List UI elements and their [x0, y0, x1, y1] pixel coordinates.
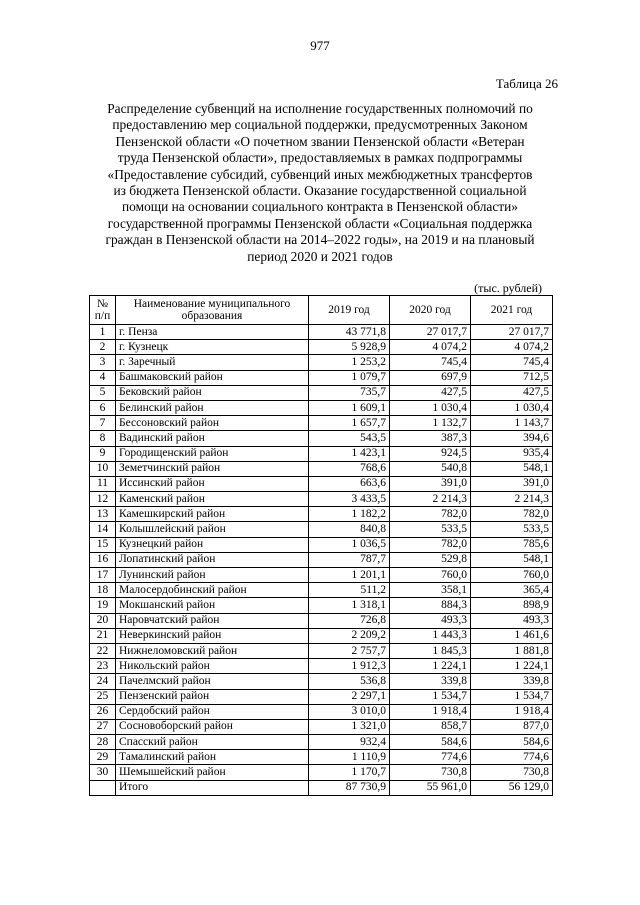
table-row: [90, 400, 553, 415]
row-number: [90, 780, 116, 795]
municipality-name: Итого: [116, 780, 309, 795]
row-number: 15: [90, 537, 116, 552]
value-2019: 1 201,1: [309, 568, 390, 583]
table-row: [90, 750, 553, 765]
value-2021: 745,4: [471, 355, 553, 370]
value-2020: 1 132,7: [390, 416, 471, 431]
title-line: из бюджета Пензенской области. Оказание государственной социальной: [113, 183, 527, 199]
value-2019: 2 209,2: [309, 628, 390, 643]
table-row: [90, 385, 553, 400]
row-number: 27: [90, 719, 116, 734]
value-2021: 1 461,6: [471, 628, 553, 643]
value-2019: 1 253,2: [309, 355, 390, 370]
table-row: [90, 325, 553, 340]
table-row: [90, 370, 553, 385]
table-row: [90, 431, 553, 446]
units-note: (тыс. рублей): [474, 281, 542, 295]
value-2019: 87 730,9: [309, 780, 390, 795]
value-2021: 2 214,3: [471, 492, 553, 507]
municipality-name: Лунинский район: [116, 568, 309, 583]
table-row: [90, 446, 553, 461]
value-2020: 760,0: [390, 568, 471, 583]
value-2019: 1 110,9: [309, 750, 390, 765]
table-row: [90, 507, 553, 522]
municipality-name: Каменский район: [116, 492, 309, 507]
value-2019: 2 757,7: [309, 643, 390, 658]
value-2019: 932,4: [309, 735, 390, 750]
value-2019: 1 318,1: [309, 598, 390, 613]
table-row: [90, 537, 553, 552]
value-2021: 394,6: [471, 431, 553, 446]
row-number: 4: [90, 370, 116, 385]
table-row: [90, 476, 553, 491]
value-2021: 548,1: [471, 461, 553, 476]
title-line: труда Пензенской области», предоставляемых в рамках подпрограммы: [117, 150, 523, 166]
row-number: 1: [90, 325, 116, 340]
value-2019: 726,8: [309, 613, 390, 628]
value-2020: 533,5: [390, 522, 471, 537]
table-body: [90, 325, 553, 796]
row-number: 24: [90, 674, 116, 689]
value-2021: 548,1: [471, 552, 553, 567]
title-line: период 2020 и 2021 годов: [247, 248, 393, 264]
municipality-name: Иссинский район: [116, 476, 309, 491]
header-2020: 2020 год: [390, 296, 471, 325]
value-2019: 1 321,0: [309, 719, 390, 734]
value-2020: 730,8: [390, 765, 471, 780]
value-2021: 584,6: [471, 735, 553, 750]
value-2021: 712,5: [471, 370, 553, 385]
value-2020: 540,8: [390, 461, 471, 476]
title-line: предоставлению мер социальной поддержки, предусмотренных Законом: [112, 117, 528, 133]
header-number-line2: п/п: [94, 310, 111, 322]
value-2020: 2 214,3: [390, 492, 471, 507]
header-municipality-line2: образования: [181, 310, 243, 322]
value-2019: 43 771,8: [309, 325, 390, 340]
value-2019: 1 423,1: [309, 446, 390, 461]
value-2020: 358,1: [390, 583, 471, 598]
value-2019: 1 609,1: [309, 400, 390, 415]
row-number: 17: [90, 568, 116, 583]
municipality-name: Неверкинский район: [116, 628, 309, 643]
value-2021: 365,4: [471, 583, 553, 598]
value-2021: 935,4: [471, 446, 553, 461]
header-2019: 2019 год: [309, 296, 390, 325]
table-label: Таблица 26: [495, 76, 558, 91]
table-header-row: [90, 296, 553, 325]
value-2021: 1 030,4: [471, 400, 553, 415]
municipality-name: Никольский район: [116, 659, 309, 674]
value-2020: 1 030,4: [390, 400, 471, 415]
title-line: помощи на основании социального контракта в Пензенской области»: [122, 199, 518, 215]
row-number: 9: [90, 446, 116, 461]
table-row: [90, 719, 553, 734]
value-2019: 787,7: [309, 552, 390, 567]
municipality-name: г. Пенза: [116, 325, 309, 340]
value-2019: 735,7: [309, 385, 390, 400]
value-2020: 584,6: [390, 735, 471, 750]
table-row: [90, 735, 553, 750]
municipality-name: Пачелмский район: [116, 674, 309, 689]
municipality-name: Бековский район: [116, 385, 309, 400]
value-2020: 745,4: [390, 355, 471, 370]
value-2020: 782,0: [390, 537, 471, 552]
document-title: [80, 101, 560, 265]
value-2021: 4 074,2: [471, 340, 553, 355]
municipality-name: Шемышейский район: [116, 765, 309, 780]
value-2019: 768,6: [309, 461, 390, 476]
header-municipality: [116, 296, 309, 325]
row-number: 23: [90, 659, 116, 674]
value-2020: 529,8: [390, 552, 471, 567]
title-line: граждан в Пензенской области на 2014–2022 годы», на 2019 и на плановый: [105, 232, 535, 248]
value-2020: 339,8: [390, 674, 471, 689]
title-line: Распределение субвенций на исполнение государственных полномочий по: [107, 101, 533, 116]
municipality-name: г. Заречный: [116, 355, 309, 370]
municipality-name: Колышлейский район: [116, 522, 309, 537]
value-2020: 1 534,7: [390, 689, 471, 704]
row-number: 22: [90, 643, 116, 658]
value-2021: 782,0: [471, 507, 553, 522]
municipality-name: Мокшанский район: [116, 598, 309, 613]
value-2020: 427,5: [390, 385, 471, 400]
value-2019: 543,5: [309, 431, 390, 446]
row-number: 10: [90, 461, 116, 476]
row-number: 13: [90, 507, 116, 522]
municipality-name: Наровчатский район: [116, 613, 309, 628]
header-number-line1: №: [97, 297, 108, 310]
page-number: 977: [310, 38, 330, 53]
table-row: [90, 674, 553, 689]
municipality-name: Башмаковский район: [116, 370, 309, 385]
value-2019: 2 297,1: [309, 689, 390, 704]
value-2020: 858,7: [390, 719, 471, 734]
value-2019: 1 182,2: [309, 507, 390, 522]
value-2020: 387,3: [390, 431, 471, 446]
row-number: 3: [90, 355, 116, 370]
table-total-row: [90, 780, 553, 795]
subvention-table: [89, 295, 553, 796]
row-number: 8: [90, 431, 116, 446]
municipality-name: Спасский район: [116, 735, 309, 750]
municipality-name: Бессоновский район: [116, 416, 309, 431]
title-line: государственной программы Пензенской области «Социальная поддержка: [107, 215, 533, 231]
row-number: 30: [90, 765, 116, 780]
value-2019: 840,8: [309, 522, 390, 537]
row-number: 29: [90, 750, 116, 765]
table-row: [90, 643, 553, 658]
row-number: 14: [90, 522, 116, 537]
table-row: [90, 628, 553, 643]
title-line: «Предоставление субсидий, субвенций иных межбюджетных трансфертов: [107, 166, 533, 182]
value-2020: 697,9: [390, 370, 471, 385]
municipality-name: Земетчинский район: [116, 461, 309, 476]
value-2020: 55 961,0: [390, 780, 471, 795]
value-2021: 1 534,7: [471, 689, 553, 704]
row-number: 5: [90, 385, 116, 400]
municipality-name: Лопатинский район: [116, 552, 309, 567]
row-number: 21: [90, 628, 116, 643]
municipality-name: Вадинский район: [116, 431, 309, 446]
value-2020: 1 443,3: [390, 628, 471, 643]
value-2021: 339,8: [471, 674, 553, 689]
value-2019: 1 036,5: [309, 537, 390, 552]
table-row: [90, 689, 553, 704]
value-2019: 3 010,0: [309, 704, 390, 719]
value-2019: 511,2: [309, 583, 390, 598]
value-2019: 1 170,7: [309, 765, 390, 780]
value-2021: 1 224,1: [471, 659, 553, 674]
row-number: 11: [90, 476, 116, 491]
value-2020: 1 845,3: [390, 643, 471, 658]
row-number: 20: [90, 613, 116, 628]
value-2021: 1 918,4: [471, 704, 553, 719]
municipality-name: Тамалинский район: [116, 750, 309, 765]
header-municipality-line1: Наименование муниципального: [133, 297, 291, 310]
title-line: Пензенской области «О почетном звании Пензенской области «Ветеран: [115, 133, 525, 149]
value-2021: 493,3: [471, 613, 553, 628]
value-2019: 1 079,7: [309, 370, 390, 385]
table-row: [90, 355, 553, 370]
value-2019: 3 433,5: [309, 492, 390, 507]
row-number: 16: [90, 552, 116, 567]
table-row: [90, 552, 553, 567]
value-2020: 4 074,2: [390, 340, 471, 355]
value-2020: 27 017,7: [390, 325, 471, 340]
municipality-name: Малосердобинский район: [116, 583, 309, 598]
table-row: [90, 613, 553, 628]
table-row: [90, 583, 553, 598]
municipality-name: Сосновоборский район: [116, 719, 309, 734]
value-2019: 663,6: [309, 476, 390, 491]
row-number: 2: [90, 340, 116, 355]
value-2020: 1 224,1: [390, 659, 471, 674]
municipality-name: Нижнеломовский район: [116, 643, 309, 658]
table-row: [90, 765, 553, 780]
value-2021: 1 881,8: [471, 643, 553, 658]
municipality-name: Пензенский район: [116, 689, 309, 704]
row-number: 28: [90, 735, 116, 750]
table-row: [90, 416, 553, 431]
municipality-name: Камешкирский район: [116, 507, 309, 522]
row-number: 19: [90, 598, 116, 613]
header-2021: 2021 год: [471, 296, 553, 325]
value-2020: 774,6: [390, 750, 471, 765]
municipality-name: Сердобский район: [116, 704, 309, 719]
row-number: 6: [90, 400, 116, 415]
table-row: [90, 598, 553, 613]
value-2019: 1 912,3: [309, 659, 390, 674]
value-2019: 1 657,7: [309, 416, 390, 431]
table-row: [90, 659, 553, 674]
municipality-name: Кузнецкий район: [116, 537, 309, 552]
value-2021: 427,5: [471, 385, 553, 400]
table-row: [90, 461, 553, 476]
table-row: [90, 568, 553, 583]
value-2020: 1 918,4: [390, 704, 471, 719]
table-row: [90, 492, 553, 507]
value-2021: 1 143,7: [471, 416, 553, 431]
value-2021: 730,8: [471, 765, 553, 780]
value-2020: 884,3: [390, 598, 471, 613]
municipality-name: Городищенский район: [116, 446, 309, 461]
value-2021: 27 017,7: [471, 325, 553, 340]
value-2020: 493,3: [390, 613, 471, 628]
value-2021: 533,5: [471, 522, 553, 537]
header-number: [90, 296, 116, 325]
value-2021: 785,6: [471, 537, 553, 552]
value-2021: 391,0: [471, 476, 553, 491]
value-2020: 391,0: [390, 476, 471, 491]
row-number: 7: [90, 416, 116, 431]
row-number: 25: [90, 689, 116, 704]
table-row: [90, 340, 553, 355]
municipality-name: Белинский район: [116, 400, 309, 415]
value-2021: 56 129,0: [471, 780, 553, 795]
row-number: 18: [90, 583, 116, 598]
table-row: [90, 704, 553, 719]
value-2019: 5 928,9: [309, 340, 390, 355]
value-2021: 898,9: [471, 598, 553, 613]
value-2021: 774,6: [471, 750, 553, 765]
municipality-name: г. Кузнецк: [116, 340, 309, 355]
value-2019: 536,8: [309, 674, 390, 689]
row-number: 26: [90, 704, 116, 719]
value-2021: 877,0: [471, 719, 553, 734]
row-number: 12: [90, 492, 116, 507]
value-2021: 760,0: [471, 568, 553, 583]
table-row: [90, 522, 553, 537]
value-2020: 782,0: [390, 507, 471, 522]
value-2020: 924,5: [390, 446, 471, 461]
